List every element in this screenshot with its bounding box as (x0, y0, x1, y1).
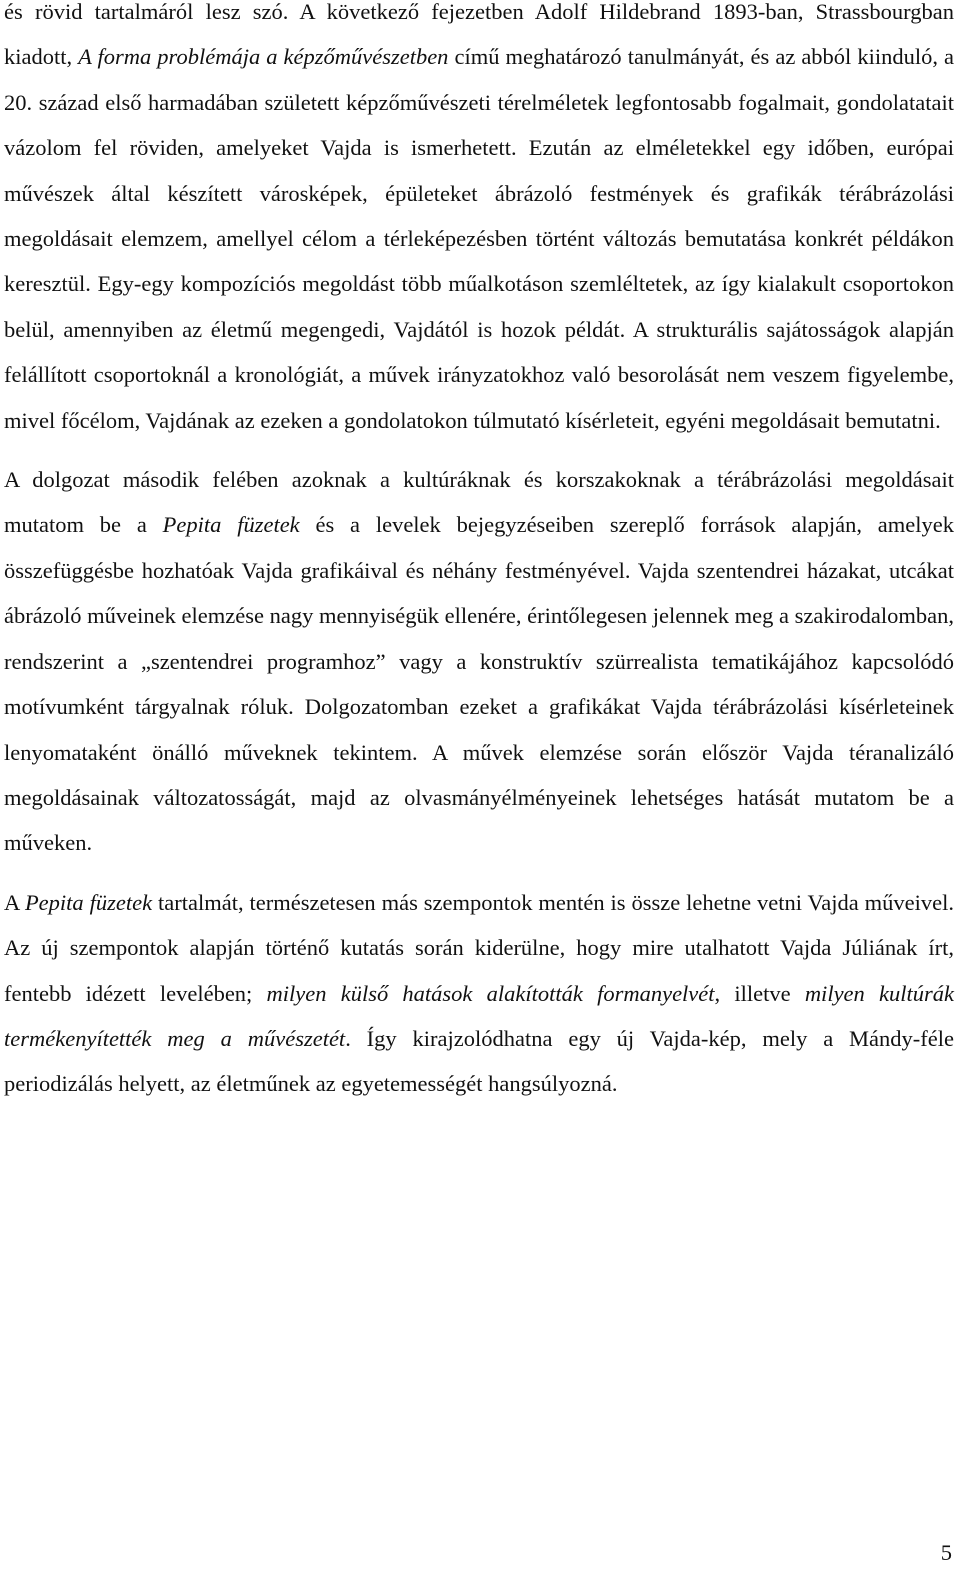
p2-italic-title: Pepita füzetek (162, 512, 300, 538)
paragraph-2 (4, 457, 954, 866)
p2-text-1: A dolgozat második felében azoknak a kultúráknak és korszakoknak a térábrázolási megoldásait mutatom be a (4, 467, 954, 538)
p3-text-2: tartalmát, természetesen más szempontok mentén is össze lehetne vetni Vajda műveivel. Az új szempontok alapján történő kutatás során kiderülne, hogy mire utalhatott Vajda Júliának írt, fentebb idézett levelében; (4, 889, 954, 1006)
p1-italic-title: A forma problémája a képzőművészetben (78, 44, 449, 70)
p3-text-3: , illetve (714, 980, 805, 1006)
p3-text-1: A (4, 889, 25, 915)
p1-text-1: és rövid tartalmáról lesz szó. A következő fejezetben Adolf Hildebrand 1893-ban, Strassbourgban kiadott, (4, 0, 954, 70)
p3-italic-title: Pepita füzetek (24, 889, 153, 915)
document-page (4, 0, 954, 1107)
p1-text-2: című meghatározó tanulmányát, és az abból kiinduló, a 20. század első harmadában született képzőművészeti térelméletek legfontosabb fogalmait, gondolatatait vázolom fel röviden, amelyeket Vajda is ismerhetett. Ezután az elméletekkel egy időben, európai művészek által készített városképek, épületeket ábrázoló festmények és grafikák térábrázolási megoldásait elemzem, amellyel célom a térleképezésben történt változás bemutatása konkrét példákon keresztül. Egy-egy kompozíciós megoldást több műalkotáson szemléltetek, az így kialakult csoportokon belül, amennyiben az életmű megengedi, Vajdától is hozok példát. A strukturális sajátosságok alapján felállított csoportoknál a kronológiát, a művek irányzatokhoz való besorolását nem veszem figyelembe, mivel főcélom, Vajdának az ezeken a gondolatokon túlmutató kísérleteit, egyéni megoldásait bemutatni. (4, 44, 954, 433)
paragraph-1 (4, 0, 954, 443)
p2-text-2: és a levelek bejegyzéseiben szereplő források alapján, amelyek összefüggésbe hozhatóak Vajda grafikáival és néhány festményével. Vajda szentendrei házakat, utcákat ábrázoló műveinek elemzése nagy mennyiségük ellenére, érintőlegesen jelennek meg a szakirodalomban, rendszerint a „szentendrei programhoz” vagy a konstruktív szürrealista tematikájához kapcsolódó motívumként tárgyalnak róluk. Dolgozatomban ezeket a grafikákat Vajda térábrázolási kísérleteinek lenyomataként önálló műveknek tekintem. A művek elemzése során először Vajda téranalizáló megoldásainak változatosságát, majd az olvasmányélményeinek lehetséges hatását mutatom be a műveken. (4, 512, 955, 856)
p3-italic-quote-1: milyen külső hatások alakították formanyelvét (266, 980, 715, 1006)
p3-text-4: . Így kirajzolódhatna egy új Vajda-kép, mely a Mándy-féle periodizálás helyett, az életműnek az egyetemességét hangsúlyozná. (4, 1025, 954, 1097)
page-number: 5 (940, 1540, 952, 1565)
p3-italic-quote-2: milyen kultúrák termékenyítették meg a művészetét (4, 980, 954, 1051)
paragraph-3 (4, 880, 954, 1107)
